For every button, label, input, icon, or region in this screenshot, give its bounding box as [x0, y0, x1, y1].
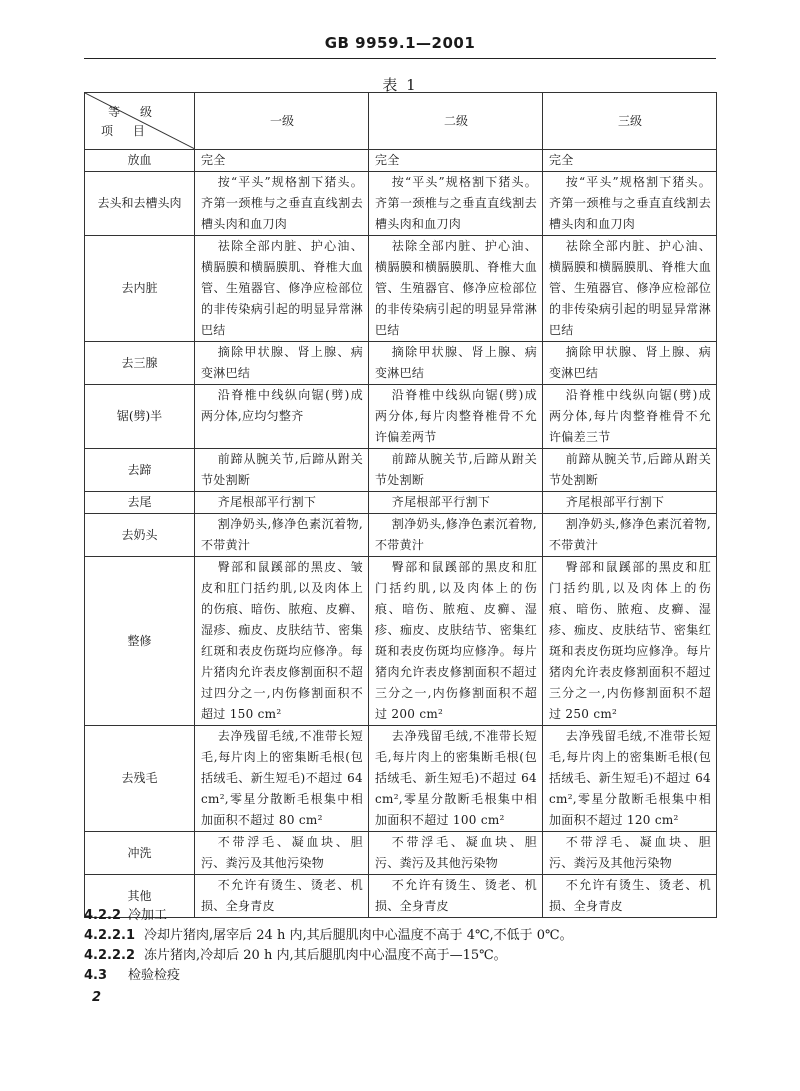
clause-number: 4.2.2.1 [84, 928, 135, 943]
standard-number: GB 9959.1—2001 [324, 34, 476, 52]
cell-grade-2: 臀部和鼠蹊部的黑皮和肛门括约肌,以及肉体上的伤痕、暗伤、脓疱、皮癣、湿疹、痂皮、皮肤结节、密集红斑和表皮伤斑均应修净。每片猪肉允许表皮修割面积不超过三分之一,内伤修割面积不超过 200 cm² [369, 557, 543, 726]
clause-number: 4.3 [84, 968, 108, 983]
grade-label: 等 级 [108, 105, 160, 119]
cell-grade-3: 按“平头”规格割下猪头。齐第一颈椎与之垂直直线割去槽头肉和血刀肉 [543, 172, 717, 236]
cell-grade-2: 完全 [369, 150, 543, 172]
cell-grade-1: 完全 [195, 150, 369, 172]
cell-grade-3: 割净奶头,修净色素沉着物,不带黄汁 [543, 514, 717, 557]
table-row [85, 832, 717, 875]
row-item: 去三腺 [85, 342, 195, 385]
row-item: 去奶头 [85, 514, 195, 557]
diagonal-header-cell [85, 93, 195, 150]
cell-grade-3: 祛除全部内脏、护心油、横膈膜和横膈膜肌、脊椎大血管、生殖器官、修净应检部位的非传染病引起的明显异常淋巴结 [543, 236, 717, 342]
table-row [85, 150, 717, 172]
cell-grade-3: 前蹄从腕关节,后蹄从跗关节处割断 [543, 449, 717, 492]
row-item: 去头和去槽头肉 [85, 172, 195, 236]
clause-text: 检验检疫 [128, 968, 181, 983]
cell-grade-1: 不带浮毛、凝血块、胆污、粪污及其他污染物 [195, 832, 369, 875]
table-row [85, 492, 717, 514]
header-rule [84, 58, 716, 59]
cell-grade-2: 沿脊椎中线纵向锯(劈)成两分体,每片肉整脊椎骨不允许偏差两节 [369, 385, 543, 449]
table-row [85, 557, 717, 726]
cell-grade-3: 沿脊椎中线纵向锯(劈)成两分体,每片肉整脊椎骨不允许偏差三节 [543, 385, 717, 449]
table-row [85, 514, 717, 557]
table-header-row [85, 93, 717, 150]
cell-grade-2: 摘除甲状腺、肾上腺、病变淋巴结 [369, 342, 543, 385]
cell-grade-2: 割净奶头,修净色素沉着物,不带黄汁 [369, 514, 543, 557]
cell-grade-1: 齐尾根部平行割下 [195, 492, 369, 514]
cell-grade-1: 摘除甲状腺、肾上腺、病变淋巴结 [195, 342, 369, 385]
table-title: 表 1 [382, 76, 418, 94]
table-row [85, 449, 717, 492]
cell-grade-1: 沿脊椎中线纵向锯(劈)成两分体,应均匀整齐 [195, 385, 369, 449]
row-item: 整修 [85, 557, 195, 726]
clause [84, 906, 724, 926]
cell-grade-2: 齐尾根部平行割下 [369, 492, 543, 514]
cell-grade-2: 祛除全部内脏、护心油、横膈膜和横膈膜肌、脊椎大血管、生殖器官、修净应检部位的非传染病引起的明显异常淋巴结 [369, 236, 543, 342]
cell-grade-1: 不允许有烫生、烫老、机损、全身青皮 [195, 875, 369, 918]
clause-text: 冷却片猪肉,屠宰后 24 h 内,其后腿肌肉中心温度不高于 4℃,不低于 0℃。 [144, 928, 573, 943]
cell-grade-3: 摘除甲状腺、肾上腺、病变淋巴结 [543, 342, 717, 385]
column-header-grade-2: 二级 [369, 93, 543, 150]
cell-grade-1: 割净奶头,修净色素沉着物,不带黄汁 [195, 514, 369, 557]
table-row [85, 172, 717, 236]
cell-grade-1: 祛除全部内脏、护心油、横膈膜和横膈膜肌、脊椎大血管、生殖器官、修净应检部位的非传染病引起的明显异常淋巴结 [195, 236, 369, 342]
table-row [85, 342, 717, 385]
cell-grade-3: 不带浮毛、凝血块、胆污、粪污及其他污染物 [543, 832, 717, 875]
clause-number: 4.2.2.2 [84, 948, 135, 963]
cell-grade-3: 完全 [543, 150, 717, 172]
cell-grade-1: 去净残留毛绒,不准带长短毛,每片肉上的密集断毛根(包括绒毛、新生短毛)不超过 64 cm²,零星分散断毛根集中相加面积不超过 80 cm² [195, 726, 369, 832]
cell-grade-2: 按“平头”规格割下猪头。齐第一颈椎与之垂直直线割去槽头肉和血刀肉 [369, 172, 543, 236]
cell-grade-1: 按“平头”规格割下猪头。齐第一颈椎与之垂直直线割去槽头肉和血刀肉 [195, 172, 369, 236]
cell-grade-1: 臀部和鼠蹊部的黑皮、皱皮和肛门括约肌,以及肉体上的伤痕、暗伤、脓疱、皮癣、湿疹、痂皮、皮肤结节、密集红斑和表皮伤斑均应修净。每片猪肉允许表皮修割面积不超过四分之一,内伤修割面积不超过 150 cm² [195, 557, 369, 726]
row-item: 冲洗 [85, 832, 195, 875]
table-body [85, 150, 717, 918]
table-row [85, 385, 717, 449]
row-item: 其他 [85, 875, 195, 918]
clause-text: 冷加工 [128, 908, 168, 923]
clause [84, 926, 724, 946]
cell-grade-2: 去净残留毛绒,不准带长短毛,每片肉上的密集断毛根(包括绒毛、新生短毛)不超过 64 cm²,零星分散断毛根集中相加面积不超过 100 cm² [369, 726, 543, 832]
cell-grade-3: 臀部和鼠蹊部的黑皮和肛门括约肌,以及肉体上的伤痕、暗伤、脓疱、皮癣、湿疹、痂皮、皮肤结节、密集红斑和表皮伤斑均应修净。每片猪肉允许表皮修割面积不超过三分之一,内伤修割面积不超过 250 cm² [543, 557, 717, 726]
row-item: 去内脏 [85, 236, 195, 342]
column-header-grade-3: 三级 [543, 93, 717, 150]
cell-grade-2: 前蹄从腕关节,后蹄从跗关节处割断 [369, 449, 543, 492]
row-item: 锯(劈)半 [85, 385, 195, 449]
cell-grade-1: 前蹄从腕关节,后蹄从跗关节处割断 [195, 449, 369, 492]
cell-grade-3: 不允许有烫生、烫老、机损、全身青皮 [543, 875, 717, 918]
clause-number: 4.2.2 [84, 908, 122, 923]
cell-grade-3: 齐尾根部平行割下 [543, 492, 717, 514]
table-row [85, 236, 717, 342]
item-label: 项 目 [101, 124, 153, 138]
cell-grade-3: 去净残留毛绒,不准带长短毛,每片肉上的密集断毛根(包括绒毛、新生短毛)不超过 64 cm²,零星分散断毛根集中相加面积不超过 120 cm² [543, 726, 717, 832]
table-row [85, 726, 717, 832]
clause-text: 冻片猪肉,冷却后 20 h 内,其后腿肌肉中心温度不高于—15℃。 [144, 948, 507, 963]
cell-grade-2: 不带浮毛、凝血块、胆污、粪污及其他污染物 [369, 832, 543, 875]
row-item: 去尾 [85, 492, 195, 514]
row-item: 去残毛 [85, 726, 195, 832]
page-number: 2 [92, 990, 102, 1005]
clause-list [84, 906, 724, 986]
clause [84, 966, 724, 986]
row-item: 放血 [85, 150, 195, 172]
grade-table [84, 92, 717, 918]
cell-grade-2: 不允许有烫生、烫老、机损、全身青皮 [369, 875, 543, 918]
clause [84, 946, 724, 966]
row-item: 去蹄 [85, 449, 195, 492]
column-header-grade-1: 一级 [195, 93, 369, 150]
